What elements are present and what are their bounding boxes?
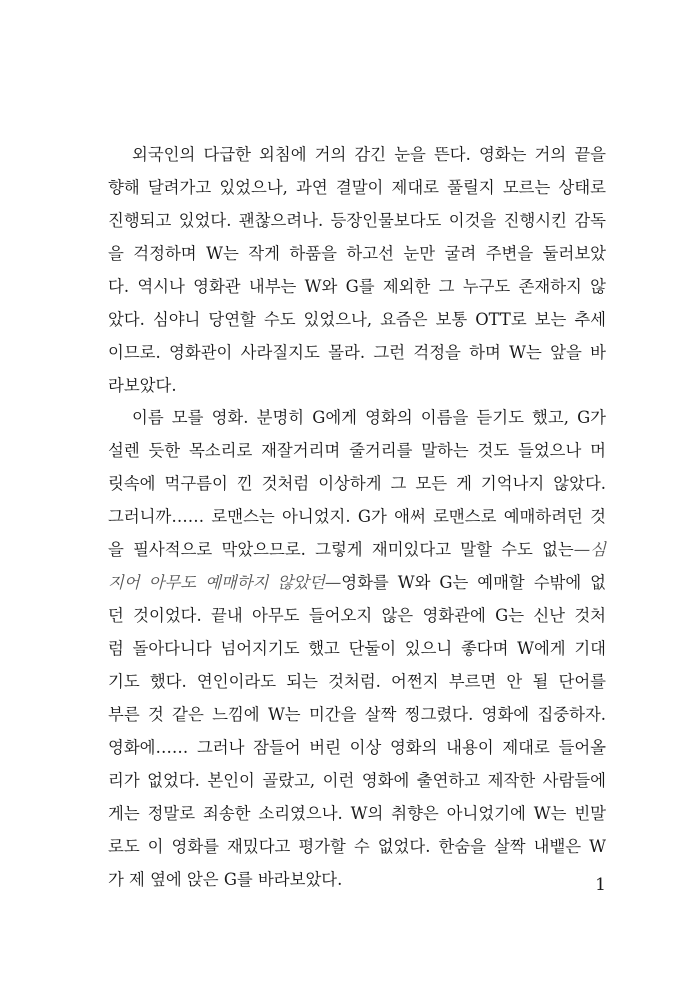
text-line: 리가 없었다. 본인이 골랐고, 이런 영화에 출연하고 제작한 사람들에 <box>108 771 606 790</box>
text-line: 부른 것 같은 느낌에 W는 미간을 살짝 찡그렸다. 영화에 집중하자. <box>108 705 606 724</box>
text-line: 설렌 듯한 목소리로 재잘거리며 줄거리를 말하는 것도 들었으나 머 <box>108 441 606 460</box>
page-number: 1 <box>595 875 606 895</box>
italic-segment: —심 <box>573 540 606 559</box>
text-line: 이름 모를 영화. 분명히 G에게 영화의 이름을 듣기도 했고, G가 <box>132 408 606 427</box>
text-segment: 을 필사적으로 막았으므로. 그렇게 재미있다고 말할 수도 없는 <box>108 540 574 559</box>
text-line: 게는 정말로 죄송한 소리였으나. W의 취향은 아니었기에 W는 빈말 <box>108 804 606 823</box>
text-line: 외국인의 다급한 외침에 거의 감긴 눈을 뜬다. 영화는 거의 끝을 <box>132 145 606 164</box>
text-line: 았다. 심야니 당연할 수도 있었으나, 요즘은 보통 OTT로 보는 추세 <box>108 310 606 329</box>
text-line <box>108 566 606 599</box>
text-line: 던 것이었다. 끝내 아무도 들어오지 않은 영화관에 G는 신난 것처 <box>108 606 606 625</box>
paragraph-1 <box>108 138 606 402</box>
text-line: 다. 역시나 영화관 내부는 W와 G를 제외한 그 누구도 존재하지 않 <box>108 277 606 296</box>
italic-segment: 지어 아무도 예매하지 않았던— <box>108 573 342 592</box>
text-line: 향해 달려가고 있었으나, 과연 결말이 제대로 풀릴지 모르는 상태로 <box>108 178 606 197</box>
text-line: 진행되고 있었다. 괜찮으려나. 등장인물보다도 이것을 진행시킨 감독 <box>108 211 606 230</box>
text-line: 그러니까…… 로맨스는 아니었지. G가 애써 로맨스로 예매하려던 것 <box>108 507 606 526</box>
text-line <box>108 533 606 566</box>
text-line: 을 걱정하며 W는 작게 하품을 하고선 눈만 굴려 주변을 둘러보았 <box>108 244 606 263</box>
text-line: 릿속에 먹구름이 낀 것처럼 이상하게 그 모든 게 기억나지 않았다. <box>108 474 606 493</box>
text-line: 가 제 옆에 앉은 G를 바라보았다. <box>108 870 343 889</box>
text-line: 영화에…… 그러나 잠들어 버린 이상 영화의 내용이 제대로 들어올 <box>108 738 606 757</box>
text-segment: 영화를 W와 G는 예매할 수밖에 없 <box>341 573 606 592</box>
paragraph-2 <box>108 401 606 896</box>
text-line: 로도 이 영화를 재밌다고 평가할 수 없었다. 한숨을 살짝 내뱉은 W <box>108 837 606 856</box>
text-line: 라보았다. <box>108 376 177 395</box>
text-line: 기도 했다. 연인이라도 되는 것처럼. 어쩐지 부르면 안 될 단어를 <box>108 672 606 691</box>
text-line: 럼 돌아다니다 넘어지기도 했고 단둘이 있으니 좋다며 W에게 기대 <box>108 639 606 658</box>
text-line: 이므로. 영화관이 사라질지도 몰라. 그런 걱정을 하며 W는 앞을 바 <box>108 343 606 362</box>
